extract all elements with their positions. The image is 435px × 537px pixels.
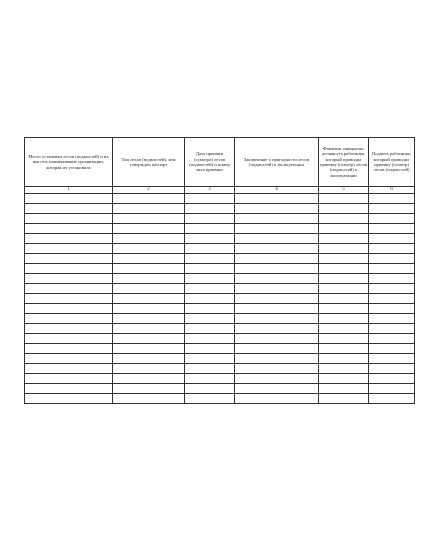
table-row — [25, 344, 415, 354]
table-cell — [25, 314, 113, 324]
table-cell — [113, 274, 185, 284]
table-cell — [235, 334, 319, 344]
table-cell — [185, 284, 235, 294]
header-location: Место установки лесов (подмостей) и их высота; наименование организации, которая их установила — [25, 138, 113, 187]
table-cell — [235, 254, 319, 264]
column-number: 3 — [185, 187, 235, 194]
column-number: 5 — [319, 187, 369, 194]
table-cell — [113, 194, 185, 204]
table-cell — [319, 364, 369, 374]
table-row — [25, 354, 415, 364]
table-cell — [235, 304, 319, 314]
table-cell — [369, 334, 415, 344]
table-cell — [369, 314, 415, 324]
table-cell — [113, 324, 185, 334]
table-cell — [25, 244, 113, 254]
table-cell — [185, 224, 235, 234]
table-cell — [235, 244, 319, 254]
table-cell — [25, 204, 113, 214]
table-cell — [25, 324, 113, 334]
table-row — [25, 234, 415, 244]
table-cell — [235, 324, 319, 334]
table-cell — [235, 314, 319, 324]
table-cell — [319, 374, 369, 384]
table-row — [25, 284, 415, 294]
column-number: 4 — [235, 187, 319, 194]
table-cell — [185, 274, 235, 284]
header-type: Тип лесов (подмостей), кем утвержден паспорт — [113, 138, 185, 187]
table-cell — [235, 294, 319, 304]
table-cell — [319, 294, 369, 304]
table-cell — [369, 384, 415, 394]
table-row — [25, 314, 415, 324]
table-cell — [185, 364, 235, 374]
table-cell — [185, 244, 235, 254]
table-cell — [319, 384, 369, 394]
column-number: 6 — [369, 187, 415, 194]
table-cell — [25, 364, 113, 374]
table-cell — [235, 214, 319, 224]
table-cell — [369, 344, 415, 354]
table-cell — [185, 214, 235, 224]
table-cell — [319, 264, 369, 274]
table-cell — [113, 394, 185, 404]
table-cell — [319, 344, 369, 354]
table-cell — [235, 354, 319, 364]
table-cell — [25, 374, 113, 384]
table-cell — [25, 274, 113, 284]
table-cell — [113, 284, 185, 294]
table-cell — [319, 314, 369, 324]
table-cell — [319, 234, 369, 244]
table-cell — [185, 374, 235, 384]
table-cell — [369, 374, 415, 384]
table-cell — [319, 224, 369, 234]
table-cell — [25, 264, 113, 274]
table-cell — [369, 354, 415, 364]
table-row — [25, 334, 415, 344]
table-cell — [235, 264, 319, 274]
table-cell — [235, 284, 319, 294]
table-row — [25, 194, 415, 204]
table-cell — [369, 274, 415, 284]
table-cell — [113, 264, 185, 274]
table-cell — [113, 354, 185, 364]
column-number: 1 — [25, 187, 113, 194]
table-cell — [113, 294, 185, 304]
table-cell — [25, 334, 113, 344]
header-conclusion: Заключение о пригодности лесов (подмостей) к эксплуатации — [235, 138, 319, 187]
table-cell — [319, 194, 369, 204]
header-inspector-signature: Подпись работника, который проводил приемку (осмотр) лесов (подмостей) — [369, 138, 415, 187]
table-cell — [113, 334, 185, 344]
table-cell — [319, 394, 369, 404]
table-cell — [185, 354, 235, 364]
table-cell — [25, 354, 113, 364]
table-cell — [113, 364, 185, 374]
table-cell — [369, 284, 415, 294]
table-cell — [185, 394, 235, 404]
table-row — [25, 324, 415, 334]
table-cell — [319, 334, 369, 344]
table-cell — [319, 304, 369, 314]
table-cell — [319, 274, 369, 284]
table-row — [25, 214, 415, 224]
table-row — [25, 224, 415, 234]
table-cell — [319, 354, 369, 364]
table-cell — [369, 204, 415, 214]
table-cell — [235, 344, 319, 354]
table-cell — [25, 394, 113, 404]
table-cell — [185, 334, 235, 344]
table-cell — [185, 264, 235, 274]
table-cell — [25, 214, 113, 224]
table-cell — [319, 244, 369, 254]
table-cell — [113, 214, 185, 224]
table-cell — [113, 304, 185, 314]
table-row — [25, 304, 415, 314]
table-row — [25, 274, 415, 284]
table-cell — [369, 304, 415, 314]
table-cell — [369, 394, 415, 404]
table-cell — [235, 224, 319, 234]
table-cell — [113, 314, 185, 324]
table-cell — [185, 194, 235, 204]
table-cell — [25, 234, 113, 244]
table-row — [25, 374, 415, 384]
table-row — [25, 384, 415, 394]
table-cell — [235, 394, 319, 404]
table-cell — [369, 234, 415, 244]
table-cell — [185, 324, 235, 334]
header-row — [25, 138, 415, 187]
table-cell — [369, 324, 415, 334]
table-cell — [25, 254, 113, 264]
table-cell — [235, 234, 319, 244]
table-cell — [185, 304, 235, 314]
scaffold-acceptance-journal-table — [24, 137, 415, 404]
table-cell — [113, 384, 185, 394]
table-cell — [369, 364, 415, 374]
table-cell — [369, 244, 415, 254]
table-cell — [185, 234, 235, 244]
table-cell — [235, 204, 319, 214]
header-acceptance-date: Дата приемки (осмотра) лесов (подмостей) и номер акта приемки — [185, 138, 235, 187]
table-cell — [235, 374, 319, 384]
table-cell — [235, 384, 319, 394]
table-row — [25, 394, 415, 404]
table-row — [25, 294, 415, 304]
table-cell — [113, 374, 185, 384]
table-cell — [25, 284, 113, 294]
table-cell — [185, 204, 235, 214]
table-cell — [319, 204, 369, 214]
table-cell — [319, 214, 369, 224]
table-row — [25, 364, 415, 374]
table-cell — [25, 304, 113, 314]
table-cell — [25, 384, 113, 394]
header-inspector-name: Фамилия, инициалы, должность работника, который проводил приемку (осмотр) лесов (подмостей) к эксплуатации — [319, 138, 369, 187]
table-cell — [369, 214, 415, 224]
table-cell — [369, 264, 415, 274]
table-cell — [235, 364, 319, 374]
table-cell — [25, 224, 113, 234]
table-row — [25, 244, 415, 254]
table-cell — [113, 344, 185, 354]
table-cell — [369, 194, 415, 204]
table-cell — [113, 234, 185, 244]
table-cell — [185, 314, 235, 324]
table-cell — [369, 294, 415, 304]
column-number-row — [25, 187, 415, 194]
table-cell — [113, 244, 185, 254]
table-cell — [185, 294, 235, 304]
journal-sheet — [24, 137, 414, 404]
table-cell — [319, 284, 369, 294]
table-cell — [369, 254, 415, 264]
table-row — [25, 254, 415, 264]
table-cell — [369, 224, 415, 234]
table-cell — [25, 294, 113, 304]
table-cell — [235, 274, 319, 284]
column-number: 2 — [113, 187, 185, 194]
table-cell — [113, 224, 185, 234]
table-cell — [319, 254, 369, 264]
table-cell — [25, 194, 113, 204]
table-cell — [185, 344, 235, 354]
table-row — [25, 204, 415, 214]
table-row — [25, 264, 415, 274]
table-cell — [235, 194, 319, 204]
table-cell — [113, 254, 185, 264]
table-cell — [319, 324, 369, 334]
table-cell — [185, 384, 235, 394]
table-cell — [185, 254, 235, 264]
table-cell — [25, 344, 113, 354]
table-cell — [113, 204, 185, 214]
